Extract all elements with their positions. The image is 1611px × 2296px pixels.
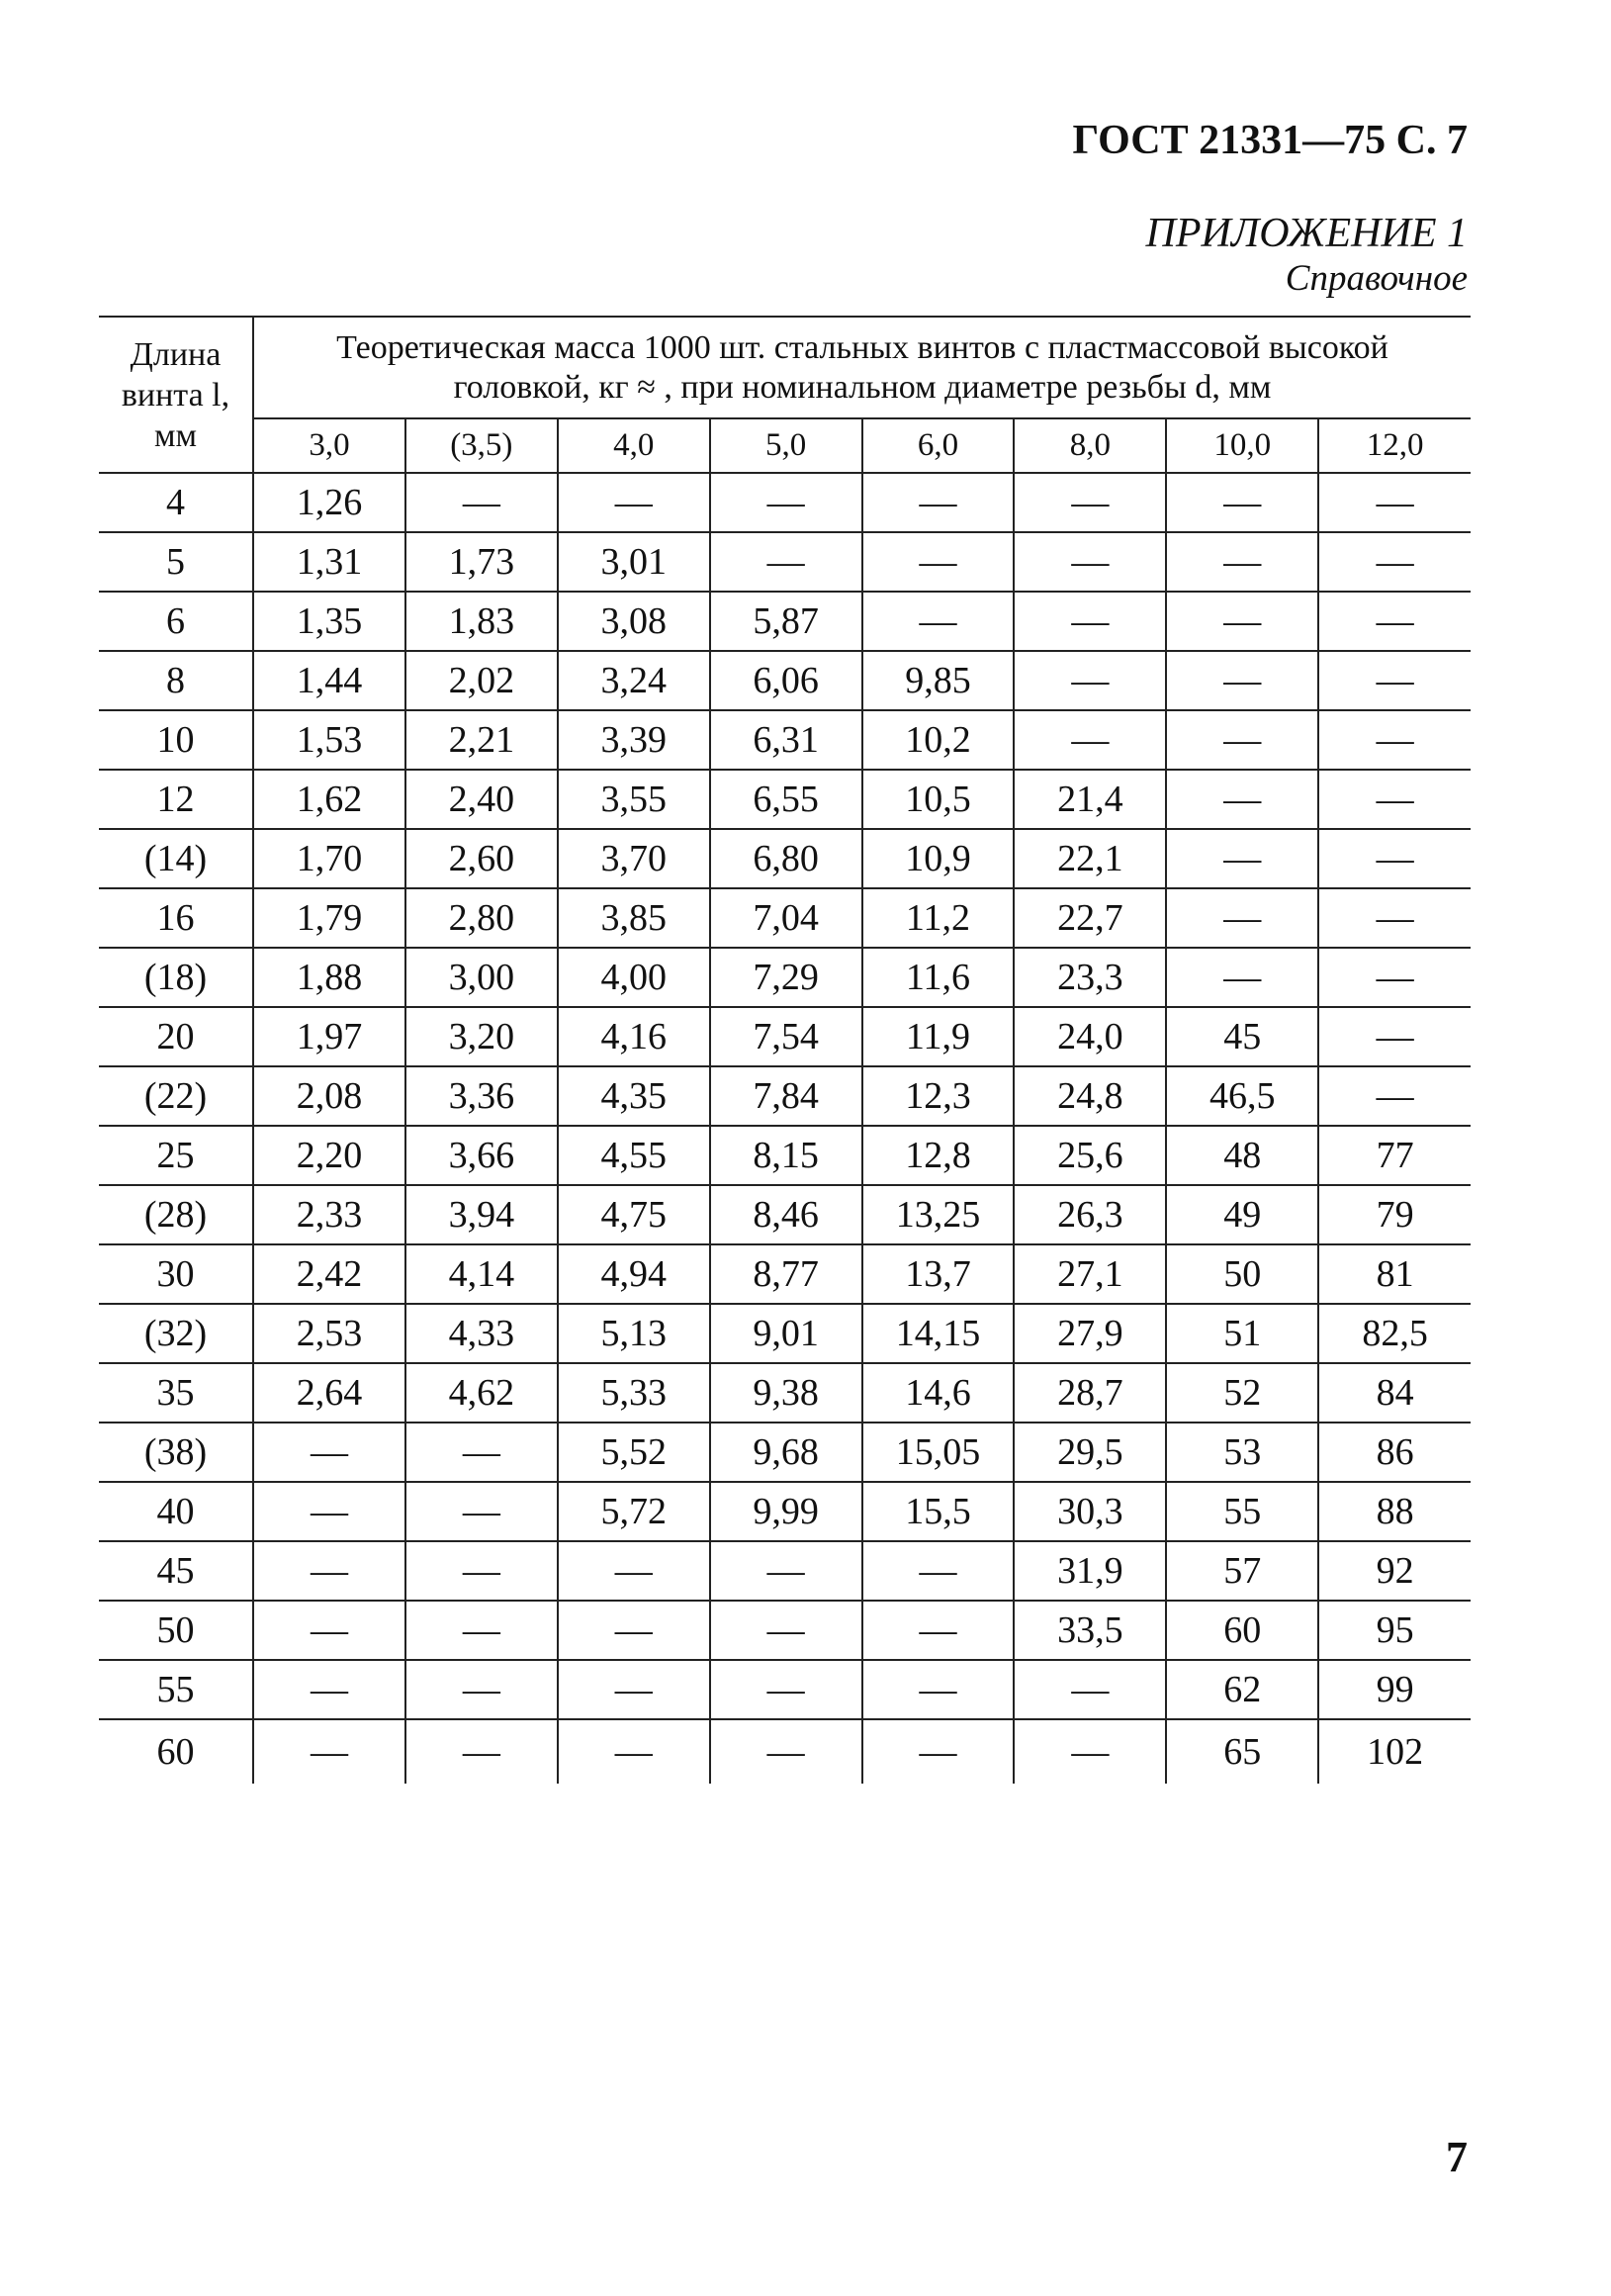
screw-length-cell: 30 <box>99 1244 253 1304</box>
mass-value-cell: — <box>253 1660 405 1719</box>
mass-value-cell: 3,08 <box>558 592 710 651</box>
screw-length-cell: (18) <box>99 948 253 1007</box>
table-row <box>99 1304 1471 1363</box>
mass-value-cell: 6,55 <box>710 770 862 829</box>
screw-length-cell: 10 <box>99 710 253 770</box>
mass-value-cell: — <box>1166 651 1318 710</box>
mass-value-cell: 1,31 <box>253 532 405 592</box>
mass-value-cell: 50 <box>1166 1244 1318 1304</box>
diameter-header: 12,0 <box>1318 418 1471 473</box>
table-row <box>99 1541 1471 1601</box>
mass-value-cell: 3,00 <box>405 948 558 1007</box>
mass-value-cell: 3,70 <box>558 829 710 888</box>
table-row <box>99 1719 1471 1784</box>
mass-value-cell: 7,84 <box>710 1066 862 1126</box>
mass-value-cell: — <box>1014 651 1166 710</box>
mass-value-cell: 86 <box>1318 1423 1471 1482</box>
mass-value-cell: — <box>253 1541 405 1601</box>
mass-value-cell: — <box>558 1660 710 1719</box>
mass-value-cell: — <box>710 473 862 532</box>
mass-value-cell: 2,33 <box>253 1185 405 1244</box>
mass-value-cell: — <box>1166 948 1318 1007</box>
mass-value-cell: 4,75 <box>558 1185 710 1244</box>
screw-length-cell: (14) <box>99 829 253 888</box>
mass-value-cell: — <box>710 1601 862 1660</box>
mass-value-cell: — <box>405 1601 558 1660</box>
diameter-header: 3,0 <box>253 418 405 473</box>
table-row <box>99 1482 1471 1541</box>
mass-value-cell: 60 <box>1166 1601 1318 1660</box>
mass-value-cell: 5,72 <box>558 1482 710 1541</box>
mass-value-cell: 1,26 <box>253 473 405 532</box>
mass-value-cell: 13,25 <box>862 1185 1015 1244</box>
mass-value-cell: 11,6 <box>862 948 1015 1007</box>
table-row <box>99 592 1471 651</box>
mass-value-cell: 29,5 <box>1014 1423 1166 1482</box>
mass-value-cell: 1,73 <box>405 532 558 592</box>
mass-value-cell: 88 <box>1318 1482 1471 1541</box>
mass-value-cell: — <box>558 1601 710 1660</box>
mass-value-cell: 10,2 <box>862 710 1015 770</box>
mass-value-cell: 8,15 <box>710 1126 862 1185</box>
mass-value-cell: — <box>405 1423 558 1482</box>
mass-value-cell: — <box>253 1719 405 1784</box>
screw-length-cell: 6 <box>99 592 253 651</box>
mass-value-cell: — <box>862 592 1015 651</box>
mass-value-cell: 8,46 <box>710 1185 862 1244</box>
mass-value-cell: 9,99 <box>710 1482 862 1541</box>
table-row <box>99 888 1471 948</box>
mass-value-cell: 4,16 <box>558 1007 710 1066</box>
mass-value-cell: 65 <box>1166 1719 1318 1784</box>
table-row <box>99 1423 1471 1482</box>
mass-value-cell: 9,01 <box>710 1304 862 1363</box>
mass-value-cell: — <box>862 1660 1015 1719</box>
mass-value-cell: 7,54 <box>710 1007 862 1066</box>
mass-value-cell: 10,5 <box>862 770 1015 829</box>
mass-value-cell: — <box>862 1719 1015 1784</box>
mass-value-cell: 1,35 <box>253 592 405 651</box>
mass-value-cell: — <box>862 1601 1015 1660</box>
mass-value-cell: 1,53 <box>253 710 405 770</box>
screw-length-cell: 20 <box>99 1007 253 1066</box>
table-body <box>99 473 1471 1784</box>
mass-value-cell: — <box>862 1541 1015 1601</box>
screw-length-cell: 8 <box>99 651 253 710</box>
mass-value-cell: 77 <box>1318 1126 1471 1185</box>
mass-value-cell: 12,8 <box>862 1126 1015 1185</box>
mass-value-cell: 1,79 <box>253 888 405 948</box>
mass-value-cell: — <box>862 473 1015 532</box>
mass-value-cell: 4,35 <box>558 1066 710 1126</box>
appendix-title: ПРИЛОЖЕНИЕ 1 <box>1145 211 1468 256</box>
screw-length-cell: (38) <box>99 1423 253 1482</box>
mass-value-cell: 13,7 <box>862 1244 1015 1304</box>
mass-value-cell: 5,87 <box>710 592 862 651</box>
mass-value-cell: — <box>1318 829 1471 888</box>
mass-value-cell: 14,6 <box>862 1363 1015 1423</box>
diameter-header: 10,0 <box>1166 418 1318 473</box>
mass-value-cell: 99 <box>1318 1660 1471 1719</box>
screw-length-cell: 35 <box>99 1363 253 1423</box>
mass-value-cell: — <box>710 1541 862 1601</box>
mass-value-cell: — <box>1014 592 1166 651</box>
mass-value-cell: 11,2 <box>862 888 1015 948</box>
mass-value-cell: 1,83 <box>405 592 558 651</box>
table-row <box>99 473 1471 532</box>
mass-value-cell: 11,9 <box>862 1007 1015 1066</box>
mass-value-cell: — <box>1318 532 1471 592</box>
mass-value-cell: 21,4 <box>1014 770 1166 829</box>
screw-mass-table <box>99 316 1471 1784</box>
mass-value-cell: — <box>558 1719 710 1784</box>
table-row <box>99 829 1471 888</box>
screw-length-cell: 25 <box>99 1126 253 1185</box>
mass-value-cell: 23,3 <box>1014 948 1166 1007</box>
table-row <box>99 710 1471 770</box>
mass-value-cell: 26,3 <box>1014 1185 1166 1244</box>
mass-value-cell: 6,31 <box>710 710 862 770</box>
mass-value-cell: 3,36 <box>405 1066 558 1126</box>
mass-value-cell: — <box>405 1719 558 1784</box>
mass-value-cell: 24,8 <box>1014 1066 1166 1126</box>
mass-value-cell: 22,7 <box>1014 888 1166 948</box>
mass-value-cell: 3,24 <box>558 651 710 710</box>
mass-value-cell: 10,9 <box>862 829 1015 888</box>
mass-value-cell: — <box>253 1601 405 1660</box>
screw-length-cell: 16 <box>99 888 253 948</box>
diameter-header: 8,0 <box>1014 418 1166 473</box>
mass-value-cell: — <box>1166 592 1318 651</box>
mass-value-cell: — <box>710 1719 862 1784</box>
mass-value-cell: — <box>253 1482 405 1541</box>
mass-value-cell: 22,1 <box>1014 829 1166 888</box>
screw-length-cell: 4 <box>99 473 253 532</box>
mass-value-cell: 4,00 <box>558 948 710 1007</box>
mass-value-cell: — <box>710 1660 862 1719</box>
screw-length-cell: (28) <box>99 1185 253 1244</box>
mass-value-cell: — <box>558 473 710 532</box>
mass-value-cell: 2,80 <box>405 888 558 948</box>
table-row <box>99 948 1471 1007</box>
mass-value-cell: 3,39 <box>558 710 710 770</box>
screw-length-cell: (32) <box>99 1304 253 1363</box>
mass-value-cell: 92 <box>1318 1541 1471 1601</box>
screw-length-cell: 45 <box>99 1541 253 1601</box>
table-row <box>99 770 1471 829</box>
mass-value-cell: — <box>405 1482 558 1541</box>
mass-value-cell: — <box>1014 473 1166 532</box>
mass-value-cell: 3,01 <box>558 532 710 592</box>
mass-value-cell: 84 <box>1318 1363 1471 1423</box>
mass-value-cell: 12,3 <box>862 1066 1015 1126</box>
mass-value-cell: 8,77 <box>710 1244 862 1304</box>
mass-value-cell: 53 <box>1166 1423 1318 1482</box>
mass-value-cell: — <box>1318 710 1471 770</box>
mass-value-cell: 1,62 <box>253 770 405 829</box>
length-column-header: Длина винта l, мм <box>99 317 253 473</box>
appendix-subtitle: Справочное <box>1285 258 1468 299</box>
diameter-header: (3,5) <box>405 418 558 473</box>
mass-value-cell: — <box>1318 473 1471 532</box>
screw-length-cell: 50 <box>99 1601 253 1660</box>
mass-value-cell: — <box>1014 1719 1166 1784</box>
mass-value-cell: — <box>1014 710 1166 770</box>
table-row <box>99 1363 1471 1423</box>
mass-value-cell: — <box>1318 770 1471 829</box>
screw-length-cell: 12 <box>99 770 253 829</box>
page-number: 7 <box>1446 2133 1468 2181</box>
mass-value-cell: — <box>1166 532 1318 592</box>
mass-value-cell: 55 <box>1166 1482 1318 1541</box>
document-header: ГОСТ 21331—75 С. 7 <box>1072 118 1468 163</box>
mass-value-cell: — <box>1318 1066 1471 1126</box>
mass-value-cell: 4,33 <box>405 1304 558 1363</box>
screw-length-cell: 40 <box>99 1482 253 1541</box>
mass-value-cell: 51 <box>1166 1304 1318 1363</box>
mass-value-cell: — <box>1318 1007 1471 1066</box>
table-row <box>99 1244 1471 1304</box>
mass-value-cell: — <box>1166 710 1318 770</box>
mass-value-cell: 27,9 <box>1014 1304 1166 1363</box>
mass-value-cell: 2,42 <box>253 1244 405 1304</box>
mass-value-cell: — <box>1318 948 1471 1007</box>
mass-value-cell: 2,08 <box>253 1066 405 1126</box>
table-row <box>99 1126 1471 1185</box>
mass-value-cell: — <box>1166 888 1318 948</box>
mass-value-cell: — <box>1318 592 1471 651</box>
mass-value-cell: 9,85 <box>862 651 1015 710</box>
mass-value-cell: 4,55 <box>558 1126 710 1185</box>
mass-value-cell: 1,97 <box>253 1007 405 1066</box>
mass-value-cell: 2,40 <box>405 770 558 829</box>
mass-value-cell: 3,55 <box>558 770 710 829</box>
table-row <box>99 1066 1471 1126</box>
mass-value-cell: 3,94 <box>405 1185 558 1244</box>
table-row <box>99 1660 1471 1719</box>
screw-length-cell: 55 <box>99 1660 253 1719</box>
mass-value-cell: 1,44 <box>253 651 405 710</box>
table-row <box>99 651 1471 710</box>
screw-length-cell: 5 <box>99 532 253 592</box>
mass-value-cell: — <box>1166 473 1318 532</box>
mass-value-cell: 62 <box>1166 1660 1318 1719</box>
mass-value-cell: — <box>558 1541 710 1601</box>
mass-value-cell: 2,21 <box>405 710 558 770</box>
mass-value-cell: 5,33 <box>558 1363 710 1423</box>
mass-value-cell: 81 <box>1318 1244 1471 1304</box>
mass-value-cell: 33,5 <box>1014 1601 1166 1660</box>
mass-value-cell: 3,66 <box>405 1126 558 1185</box>
diameter-header: 6,0 <box>862 418 1015 473</box>
mass-value-cell: 3,20 <box>405 1007 558 1066</box>
mass-value-cell: — <box>253 1423 405 1482</box>
mass-value-cell: 48 <box>1166 1126 1318 1185</box>
mass-value-cell: 14,15 <box>862 1304 1015 1363</box>
mass-value-cell: — <box>405 1541 558 1601</box>
mass-value-cell: 7,29 <box>710 948 862 1007</box>
mass-value-cell: 2,53 <box>253 1304 405 1363</box>
table-row <box>99 1601 1471 1660</box>
table-row <box>99 532 1471 592</box>
mass-value-cell: 82,5 <box>1318 1304 1471 1363</box>
mass-value-cell: — <box>1318 651 1471 710</box>
mass-value-cell: — <box>405 1660 558 1719</box>
mass-value-cell: 2,60 <box>405 829 558 888</box>
mass-value-cell: — <box>1166 770 1318 829</box>
mass-value-cell: 45 <box>1166 1007 1318 1066</box>
mass-value-cell: 28,7 <box>1014 1363 1166 1423</box>
mass-value-cell: 49 <box>1166 1185 1318 1244</box>
mass-value-cell: 95 <box>1318 1601 1471 1660</box>
mass-column-header: Теоретическая масса 1000 шт. стальных винтов с пластмассовой высокой головкой, кг ≈ , при номинальном диаметре резьбы d, мм <box>253 317 1471 418</box>
mass-value-cell: 57 <box>1166 1541 1318 1601</box>
mass-value-cell: 4,14 <box>405 1244 558 1304</box>
mass-value-cell: — <box>1014 1660 1166 1719</box>
mass-value-cell: 15,5 <box>862 1482 1015 1541</box>
mass-value-cell: 25,6 <box>1014 1126 1166 1185</box>
mass-value-cell: 6,80 <box>710 829 862 888</box>
diameter-header: 4,0 <box>558 418 710 473</box>
mass-value-cell: 79 <box>1318 1185 1471 1244</box>
mass-value-cell: 2,64 <box>253 1363 405 1423</box>
mass-value-cell: 6,06 <box>710 651 862 710</box>
mass-value-cell: 2,02 <box>405 651 558 710</box>
mass-value-cell: 9,68 <box>710 1423 862 1482</box>
mass-value-cell: 1,70 <box>253 829 405 888</box>
diameter-header: 5,0 <box>710 418 862 473</box>
mass-value-cell: 4,62 <box>405 1363 558 1423</box>
mass-value-cell: 30,3 <box>1014 1482 1166 1541</box>
mass-value-cell: — <box>1166 829 1318 888</box>
screw-length-cell: (22) <box>99 1066 253 1126</box>
mass-value-cell: 3,85 <box>558 888 710 948</box>
mass-value-cell: 5,13 <box>558 1304 710 1363</box>
mass-value-cell: 27,1 <box>1014 1244 1166 1304</box>
mass-value-cell: — <box>710 532 862 592</box>
mass-value-cell: 2,20 <box>253 1126 405 1185</box>
mass-value-cell: 1,88 <box>253 948 405 1007</box>
mass-value-cell: 102 <box>1318 1719 1471 1784</box>
mass-value-cell: 9,38 <box>710 1363 862 1423</box>
mass-value-cell: 5,52 <box>558 1423 710 1482</box>
mass-value-cell: — <box>862 532 1015 592</box>
mass-value-cell: — <box>1318 888 1471 948</box>
mass-value-cell: 31,9 <box>1014 1541 1166 1601</box>
mass-value-cell: — <box>405 473 558 532</box>
table-row <box>99 1185 1471 1244</box>
mass-value-cell: 7,04 <box>710 888 862 948</box>
mass-value-cell: 4,94 <box>558 1244 710 1304</box>
mass-value-cell: 15,05 <box>862 1423 1015 1482</box>
mass-value-cell: 24,0 <box>1014 1007 1166 1066</box>
mass-value-cell: — <box>1014 532 1166 592</box>
mass-value-cell: 52 <box>1166 1363 1318 1423</box>
mass-value-cell: 46,5 <box>1166 1066 1318 1126</box>
table-row <box>99 1007 1471 1066</box>
screw-length-cell: 60 <box>156 1731 195 1773</box>
